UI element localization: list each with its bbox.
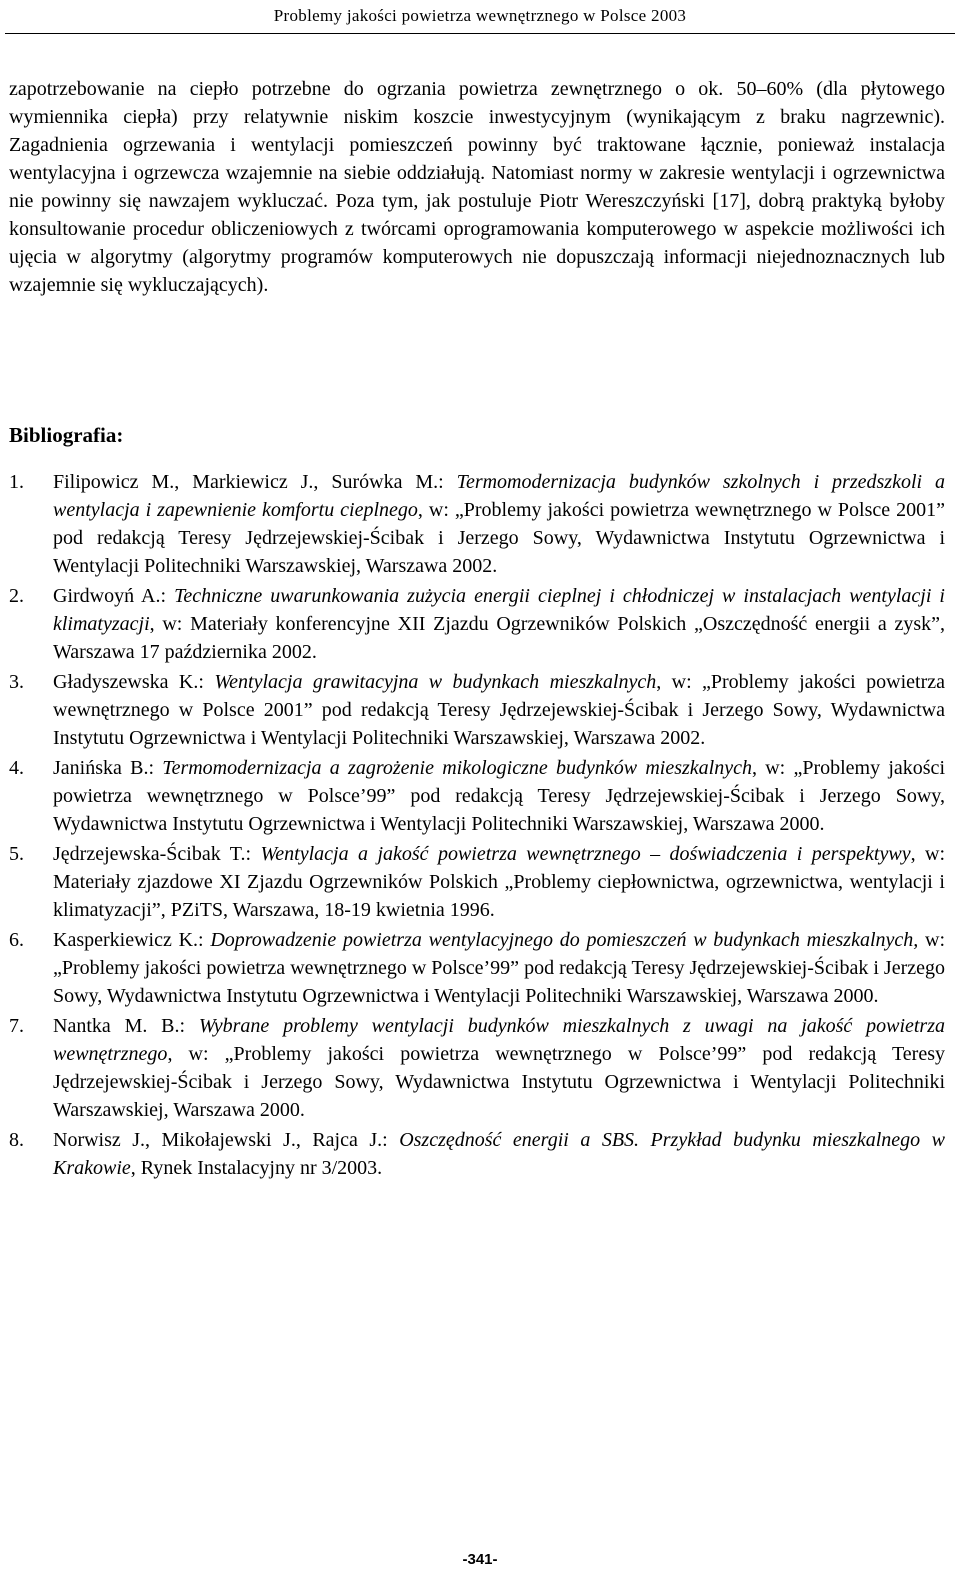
entry-title: Oszczędność energii a SBS. Przykład budynku mieszkalnego w Krakowie (53, 1129, 945, 1179)
entry-title: Termomodernizacja a zagrożenie mikologiczne budynków mieszkalnych (162, 757, 752, 779)
entry-details: w: „Problemy jakości powietrza wewnętrznego w Polsce’99” pod redakcją Teresy Jędrzejewskiej-Ścibak i Jerzego Sowy, Wydawnictwa Instytutu Ogrzewnictwa i Wentylacji Politechniki Warszawskiej, Warszawa 2000. (53, 929, 946, 1007)
entry-title: Doprowadzenie powietrza wentylacyjnego do pomieszczeń w budynkach mieszkalnych, (210, 929, 919, 951)
bibliography-entry (9, 840, 945, 924)
entry-authors: Kasperkiewicz K.: (53, 929, 211, 951)
bibliography-entry (9, 1126, 945, 1182)
entry-details: , w: Materiały konferencyjne XII Zjazdu Ogrzewników Polskich „Oszczędność energii a zysk”, Warszawa 17 października 2002. (53, 613, 945, 663)
bibliography-entry (9, 1012, 945, 1124)
entry-number: 8. (9, 1129, 24, 1151)
entry-number: 2. (9, 585, 24, 607)
entry-title: Termomodernizacja budynków szkolnych i przedszkoli a wentylacja i zapewnienie komfortu cieplnego (53, 471, 945, 521)
entry-authors: Norwisz J., Mikołajewski J., Rajca J.: (53, 1129, 400, 1151)
entry-title: Techniczne uwarunkowania zużycia energii cieplnej i chłodniczej w instalacjach wentylacji i klimatyzacji (53, 585, 945, 635)
entry-authors: Gładyszewska K.: (53, 671, 215, 693)
bibliography-entry (9, 754, 945, 838)
entry-title: Wybrane problemy wentylacji budynków mieszkalnych z uwagi na jakość powietrza wewnętrznego (53, 1015, 945, 1065)
entry-authors: Jędrzejewska-Ścibak T.: (53, 843, 261, 865)
body-paragraph: zapotrzebowanie na ciepło potrzebne do ogrzania powietrza zewnętrznego o ok. 50–60% (dla płytowego wymiennika ciepła) przy relatywnie niskim koszcie inwestycyjnym (wynikającym z braku nagrzewnic). Zagadnienia ogrzewania i wentylacji pomieszczeń powinny być traktowane łącznie, ponieważ instalacja wentylacyjna i ogrzewcza wzajemnie na siebie oddziałują. Natomiast normy w zakresie wentylacji i ogrzewnictwa nie powinny się nawzajem wykluczać. Poza tym, jak postuluje Piotr Wereszczyński [17], dobrą praktyką byłoby konsultowanie procedur obliczeniowych z twórcami oprogramowania komputerowego w aspekcie możliwości ich ujęcia w algorytmy (algorytmy programów komputerowych nie dopuszczają informacji niejednoznacznych lub wzajemnie się wykluczających). (9, 78, 945, 296)
header-divider (5, 33, 955, 34)
entry-details: , w: „Problemy jakości powietrza wewnętrznego w Polsce’99” pod redakcją Teresy Jędrzejewskiej-Ścibak i Jerzego Sowy, Wydawnictwa Instytutu Ogrzewnictwa i Wentylacji Politechniki Warszawskiej, Warszawa 2000. (53, 1043, 945, 1121)
entry-details: , Rynek Instalacyjny nr 3/2003. (130, 1157, 383, 1179)
page-number: -341- (462, 1551, 498, 1568)
entry-details: , w: „Problemy jakości powietrza wewnętrznego w Polsce 2001” pod redakcją Teresy Jędrzejewskiej-Ścibak i Jerzego Sowy, Wydawnictwa Instytutu Ogrzewnictwa i Wentylacji Politechniki Warszawskiej, Warszawa 2002. (53, 499, 945, 577)
bibliography-entry (9, 468, 945, 580)
bibliography-entry (9, 582, 945, 666)
entry-number: 4. (9, 757, 24, 779)
running-header: Problemy jakości powietrza wewnętrznego w Polsce 2003 (273, 6, 687, 25)
entry-number: 6. (9, 929, 24, 951)
entry-authors: Nantka M. B.: (53, 1015, 199, 1037)
entry-title: Wentylacja a jakość powietrza wewnętrznego – doświadczenia i perspektywy (260, 843, 911, 865)
entry-authors: Girdwoyń A.: (53, 585, 175, 607)
entry-number: 5. (9, 843, 24, 865)
entry-details: , w: Materiały zjazdowe XI Zjazdu Ogrzewników Polskich „Problemy ciepłownictwa, ogrzewnictwa, wentylacji i klimatyzacji”, PZiTS, Warszawa, 18-19 kwietnia 1996. (53, 843, 945, 921)
entry-details: , w: „Problemy jakości powietrza wewnętrznego w Polsce 2001” pod redakcją Teresy Jędrzejewskiej-Ścibak i Jerzego Sowy, Wydawnictwa Instytutu Ogrzewnictwa i Wentylacji Politechniki Warszawskiej, Warszawa 2002. (53, 671, 945, 749)
entry-number: 1. (9, 471, 24, 493)
entry-number: 3. (9, 671, 24, 693)
entry-number: 7. (9, 1015, 24, 1037)
bibliography-entry (9, 926, 945, 1010)
bibliography-list (9, 468, 945, 1184)
entry-title: Wentylacja grawitacyjna w budynkach mieszkalnych (214, 671, 657, 693)
entry-authors: Filipowicz M., Markiewicz J., Surówka M.: (53, 471, 457, 493)
bibliography-heading: Bibliografia: (9, 423, 124, 447)
entry-details: , w: „Problemy jakości powietrza wewnętrznego w Polsce’99” pod redakcją Teresy Jędrzejewskiej-Ścibak i Jerzego Sowy, Wydawnictwa Instytutu Ogrzewnictwa i Wentylacji Politechniki Warszawskiej, Warszawa 2000. (53, 757, 945, 835)
entry-authors: Janińska B.: (53, 757, 163, 779)
bibliography-entry (9, 668, 945, 752)
